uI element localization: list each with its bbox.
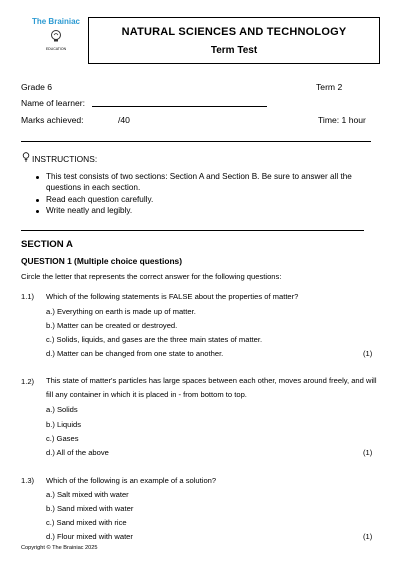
question-number: 1.3) (21, 476, 35, 485)
time-label: Time: 1 hour (318, 115, 366, 125)
lightbulb-icon (22, 152, 30, 162)
bullet (36, 176, 39, 179)
test-title: Term Test (210, 45, 258, 56)
section-title: SECTION A (21, 239, 73, 250)
bullet (36, 210, 39, 213)
instructions-heading: INSTRUCTIONS: (32, 154, 98, 164)
answer-option[interactable]: b.) Matter can be created or destroyed. (46, 321, 178, 330)
answer-option[interactable]: d.) Flour mixed with water (46, 532, 133, 541)
answer-option[interactable]: a.) Solids (46, 405, 78, 414)
question-number: 1.1) (21, 292, 35, 301)
mark-value: (1) (363, 532, 373, 541)
title-box (88, 17, 380, 64)
logo-subtext: EDUCATION (45, 47, 67, 51)
answer-option[interactable]: d.) Matter can be changed from one state to another. (46, 349, 224, 358)
learner-name-label: Name of learner: (21, 98, 86, 108)
question-number: 1.2) (21, 377, 35, 386)
subject-title: NATURAL SCIENCES AND TECHNOLOGY (121, 26, 347, 38)
question-text: Which of the following is an example of a solution? (46, 476, 217, 485)
mark-value: (1) (363, 448, 373, 457)
answer-option[interactable]: b.) Sand mixed with water (46, 504, 134, 513)
question-title: QUESTION 1 (Multiple choice questions) (21, 256, 183, 266)
answer-option[interactable]: c.) Sand mixed with rice (46, 518, 127, 527)
marks-label: Marks achieved: (21, 115, 84, 125)
instruction-item: This test consists of two sections: Section A and Section B. Be sure to answer all the questions in each section. (46, 172, 352, 192)
answer-option[interactable]: c.) Solids, liquids, and gases are the three main states of matter. (46, 335, 263, 344)
answer-option[interactable]: a.) Everything on earth is made up of matter. (46, 307, 196, 316)
brand-logo (21, 17, 91, 67)
instruction-item: Write neatly and legibly. (46, 206, 133, 215)
bullet (36, 199, 39, 202)
logo-text: The Brainiac (31, 17, 80, 26)
answer-option[interactable]: d.) All of the above (46, 448, 109, 457)
question-instruction: Circle the letter that represents the correct answer for the following questions: (21, 272, 282, 281)
answer-option[interactable]: c.) Gases (46, 434, 79, 443)
divider (21, 230, 364, 231)
divider (21, 141, 371, 142)
copyright-footer: Copyright © The Brainiac 2025 (21, 545, 98, 551)
mark-value: (1) (363, 349, 373, 358)
instruction-item: Read each question carefully. (46, 195, 154, 204)
term-label: Term 2 (316, 82, 343, 92)
question-text: Which of the following statements is FALSE about the properties of matter? (46, 292, 299, 301)
grade-label: Grade 6 (21, 82, 53, 92)
question-text: This state of matter's particles has large spaces between each other, moves around freely, and will fill any container in which it is placed in - from bottom to top. (46, 376, 377, 399)
learner-name-field[interactable] (92, 97, 267, 107)
lightbulb-icon (49, 29, 63, 43)
answer-option[interactable]: b.) Liquids (46, 420, 82, 429)
marks-value: /40 (118, 115, 130, 125)
answer-option[interactable]: a.) Salt mixed with water (46, 490, 129, 499)
